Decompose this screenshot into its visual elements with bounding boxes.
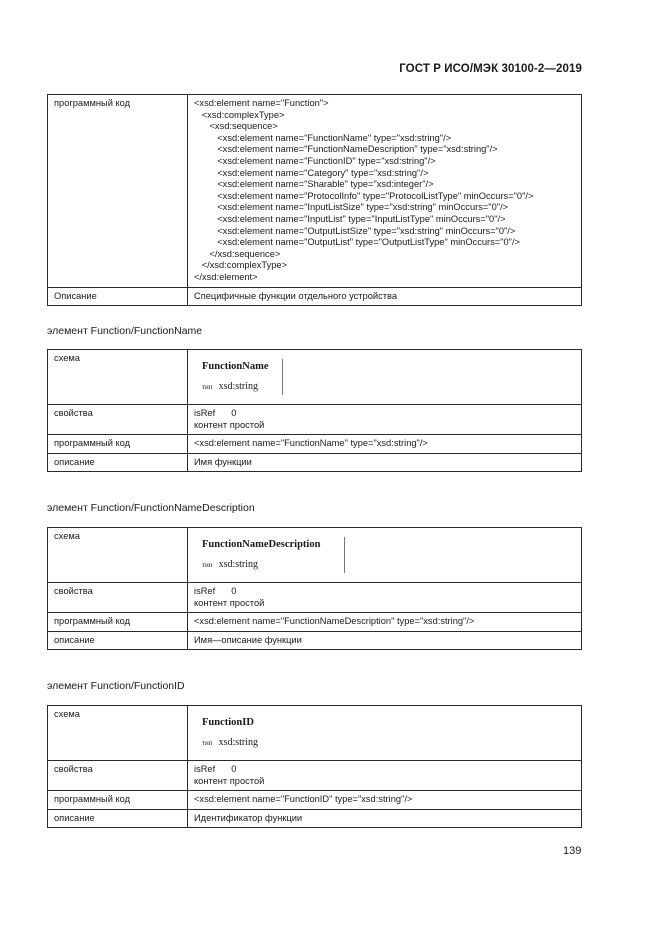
description-cell: Специфичные функции отдельного устройства	[188, 287, 582, 306]
code-line: <xsd:element name="InputList" type="InputListType" minOccurs="0"/>	[194, 213, 506, 224]
schema-type-value: xsd:string	[218, 559, 259, 570]
schema-box-edge	[344, 537, 345, 573]
schema-type-label: тип	[202, 383, 213, 391]
code-cell: <xsd:element name="FunctionNameDescription" type="xsd:string"/>	[188, 613, 582, 632]
code-line: <xsd:element name="OutputListSize" type="xsd:string" minOccurs="0"/>	[194, 225, 516, 236]
code-line: <xsd:element name="FunctionName" type="xsd:string"/>	[194, 132, 452, 143]
properties-cell	[188, 405, 582, 435]
table-row	[48, 287, 582, 306]
section-caption: элемент Function/FunctionID	[47, 680, 185, 692]
row-label: схема	[48, 350, 188, 405]
row-label: схема	[48, 528, 188, 583]
schema-element-name: FunctionID	[202, 717, 254, 728]
description-cell: Имя—описание функции	[188, 631, 582, 650]
code-line: <xsd:element name="InputListSize" type="xsd:string" minOccurs="0"/>	[194, 202, 509, 213]
table-row	[48, 95, 582, 288]
table-row	[48, 528, 582, 583]
row-label: программный код	[48, 613, 188, 632]
row-label: программный код	[48, 791, 188, 810]
prop-isref-label: isRef	[194, 586, 216, 596]
section-caption: элемент Function/FunctionName	[47, 325, 203, 337]
table-row	[48, 631, 582, 650]
section-caption: элемент Function/FunctionNameDescription	[47, 502, 255, 514]
row-label: схема	[48, 706, 188, 761]
code-line: </xsd:element>	[194, 271, 258, 282]
description-cell: Идентификатор функции	[188, 809, 582, 828]
table-row	[48, 435, 582, 454]
prop-content: контент простой	[194, 419, 265, 430]
row-label: свойства	[48, 583, 188, 613]
code-line: <xsd:element name="Category" type="xsd:string"/>	[194, 167, 429, 178]
table-row	[48, 350, 582, 405]
code-cell: <xsd:element name="FunctionID" type="xsd:string"/>	[188, 791, 582, 810]
table-row	[48, 583, 582, 613]
schema-cell	[188, 528, 582, 583]
properties-cell	[188, 761, 582, 791]
code-line: <xsd:element name="Function">	[194, 98, 329, 108]
row-label: описание	[48, 809, 188, 828]
row-label: описание	[48, 631, 188, 650]
code-line: <xsd:element name="OutputList" type="OutputListType" minOccurs="0"/>	[194, 237, 520, 248]
prop-isref-value: 0	[231, 408, 237, 418]
function-name-description-table	[47, 527, 582, 650]
prop-isref-value: 0	[231, 764, 237, 774]
schema-box-edge	[282, 359, 283, 395]
function-element-table	[47, 94, 582, 306]
prop-content: контент простой	[194, 597, 265, 608]
row-label: описание	[48, 453, 188, 472]
code-cell	[188, 95, 582, 288]
page-number: 139	[563, 845, 582, 857]
prop-isref-value: 0	[231, 586, 237, 596]
schema-element-type	[202, 381, 258, 394]
prop-isref-label: isRef	[194, 764, 216, 774]
description-cell: Имя функции	[188, 453, 582, 472]
code-line: <xsd:element name="FunctionNameDescription" type="xsd:string"/>	[194, 144, 498, 155]
schema-type-value: xsd:string	[218, 737, 259, 748]
schema-element-name: FunctionNameDescription	[202, 539, 321, 550]
row-label: Описание	[48, 287, 188, 306]
table-row	[48, 405, 582, 435]
properties-cell	[188, 583, 582, 613]
standard-header: ГОСТ Р ИСО/МЭК 30100-2—2019	[399, 63, 582, 75]
code-line: </xsd:sequence>	[194, 248, 281, 259]
row-label: программный код	[48, 95, 188, 288]
prop-content: контент простой	[194, 775, 265, 786]
schema-type-value: xsd:string	[218, 381, 259, 392]
function-name-table	[47, 349, 582, 472]
prop-isref-label: isRef	[194, 408, 216, 418]
schema-element-type	[202, 559, 258, 572]
code-line: <xsd:complexType>	[194, 109, 285, 120]
schema-type-label: тип	[202, 739, 213, 747]
code-line: <xsd:element name="ProtocolInfo" type="ProtocolListType" minOccurs="0"/>	[194, 190, 534, 201]
row-label: свойства	[48, 405, 188, 435]
schema-type-label: тип	[202, 561, 213, 569]
table-row	[48, 453, 582, 472]
schema-element-type	[202, 737, 258, 750]
code-line: </xsd:complexType>	[194, 260, 288, 271]
row-label: свойства	[48, 761, 188, 791]
schema-cell	[188, 350, 582, 405]
code-line: <xsd:sequence>	[194, 121, 278, 132]
table-row	[48, 613, 582, 632]
code-line: <xsd:element name="Sharable" type="xsd:integer"/>	[194, 179, 434, 190]
table-row	[48, 791, 582, 810]
table-row	[48, 809, 582, 828]
row-label: программный код	[48, 435, 188, 454]
code-line: <xsd:element name="FunctionID" type="xsd:string"/>	[194, 155, 436, 166]
table-row	[48, 761, 582, 791]
code-cell: <xsd:element name="FunctionName" type="xsd:string"/>	[188, 435, 582, 454]
function-id-table	[47, 705, 582, 828]
schema-cell	[188, 706, 582, 761]
table-row	[48, 706, 582, 761]
schema-element-name: FunctionName	[202, 361, 269, 372]
